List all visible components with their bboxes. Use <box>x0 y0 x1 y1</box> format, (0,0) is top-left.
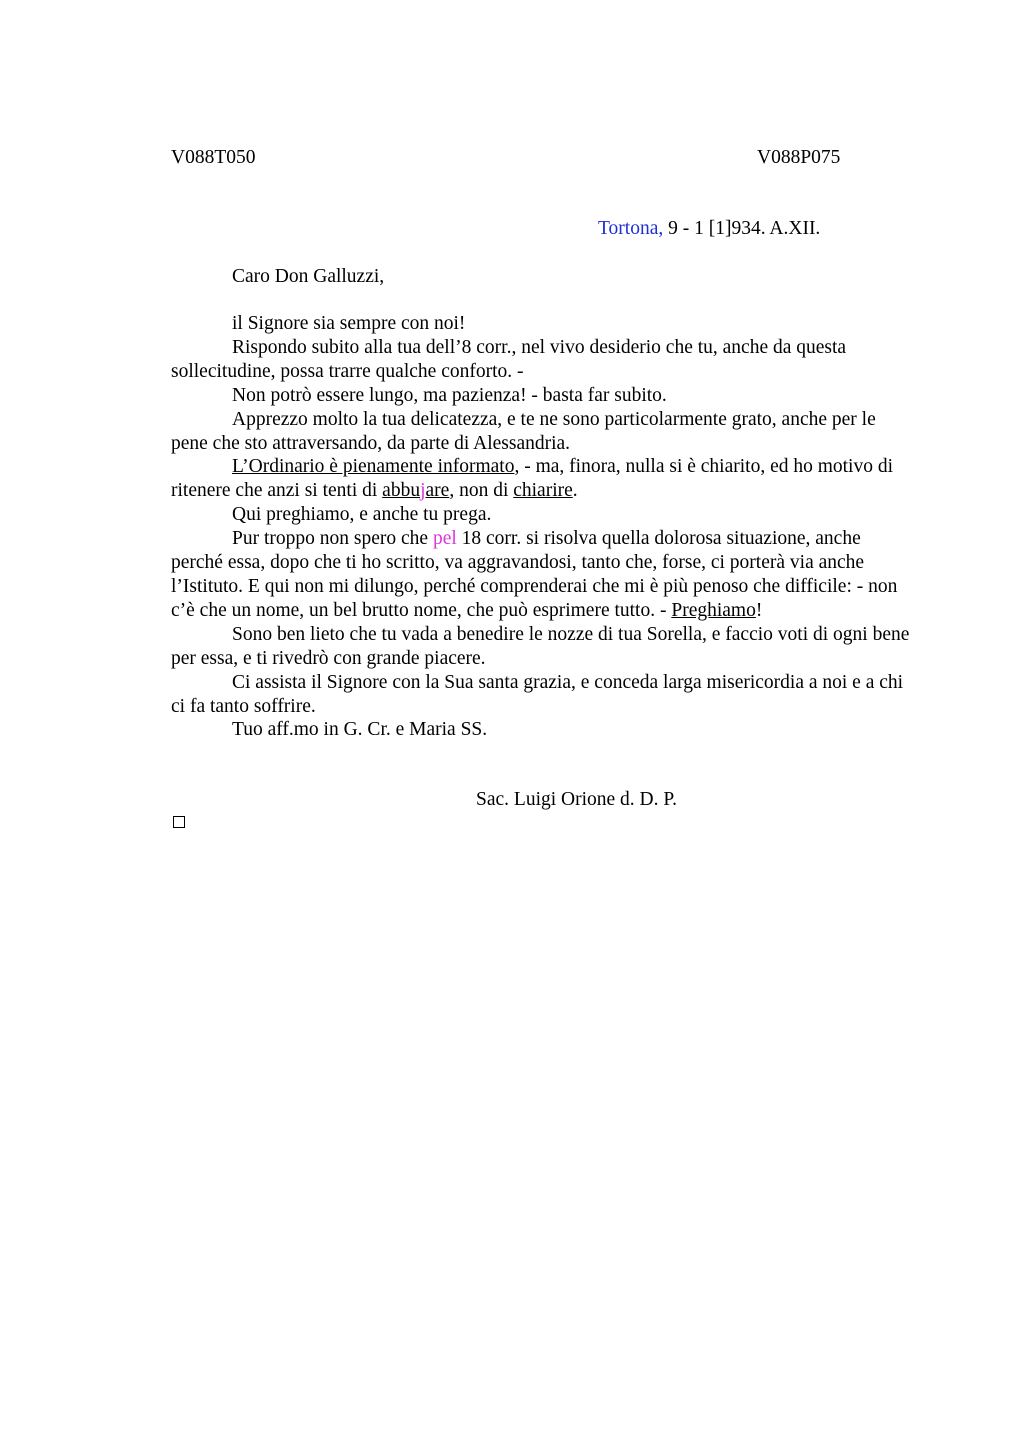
dateline-date: 9 - 1 [1]934. A.XII. <box>663 218 821 239</box>
paragraph: Tuo aff.mo in G. Cr. e Maria SS. <box>232 719 488 741</box>
highlighted-word: pel <box>432 528 457 550</box>
paragraph: il Signore sia sempre con noi! <box>232 313 466 334</box>
paragraph: Qui preghiamo, e anche tu prega. <box>232 504 492 526</box>
salutation: Caro Don Galluzzi, <box>232 266 385 287</box>
dateline-place: Tortona, <box>598 218 664 239</box>
checkbox-square-icon <box>173 816 185 828</box>
paragraph: Ci assista il Signore con la Sua santa grazia, e conceda larga misericordia a noi e a chi ci fa tanto soffrire. <box>171 671 904 717</box>
paragraph <box>171 455 916 503</box>
underlined-word: chiarire <box>513 480 573 502</box>
text-run: , - ma, finora, nulla si è chiarito, ed ho motivo di ritenere che anzi si tenti di <box>171 456 894 502</box>
letter-body <box>171 312 916 742</box>
header-left-code: V088T050 <box>171 147 256 168</box>
dateline <box>598 217 820 241</box>
text-run: ! <box>755 599 763 621</box>
underlined-phrase: L’Ordinario è pienamente informato <box>232 456 515 478</box>
text-run: , non di <box>449 480 514 502</box>
paragraph: Sono ben lieto che tu vada a benedire le nozze di tua Sorella, e faccio voti di ogni bene per essa, e ti rivedrò con grande piacere. <box>171 623 910 669</box>
paragraph: Rispondo subito alla tua dell’8 corr., nel vivo desiderio che tu, anche da questa sollecitudine, possa trarre qualche conforto. - <box>171 336 847 382</box>
underlined-word <box>382 480 449 501</box>
text-run: 18 corr. si risolva quella dolorosa situazione, anche perché essa, dopo che ti ho scritto, va aggravandosi, tanto che, forse, ci porterà via anche l’Istituto. E qui non mi dilungo, perché comprenderai che mi è più penoso che difficile: - non c’è che un nome, un bel brutto nome, che può esprimere tutto. - <box>171 528 898 621</box>
text-run: Pur troppo non spero che <box>232 528 433 550</box>
signature: Sac. Luigi Orione d. D. P. <box>476 789 677 810</box>
text-run: are <box>425 480 450 502</box>
paragraph <box>171 527 916 623</box>
highlighted-letter: j <box>420 480 426 502</box>
paragraph: Apprezzo molto la tua delicatezza, e te ne sono particolarmente grato, anche per le pene che sto attraversando, da parte di Alessandria. <box>171 408 876 454</box>
underlined-word: Preghiamo <box>671 599 756 621</box>
text-run: abbu <box>382 480 421 502</box>
text-run: . <box>572 480 578 502</box>
header-right-code: V088P075 <box>757 147 841 168</box>
paragraph: Non potrò essere lungo, ma pazienza! - basta far subito. <box>232 384 667 406</box>
